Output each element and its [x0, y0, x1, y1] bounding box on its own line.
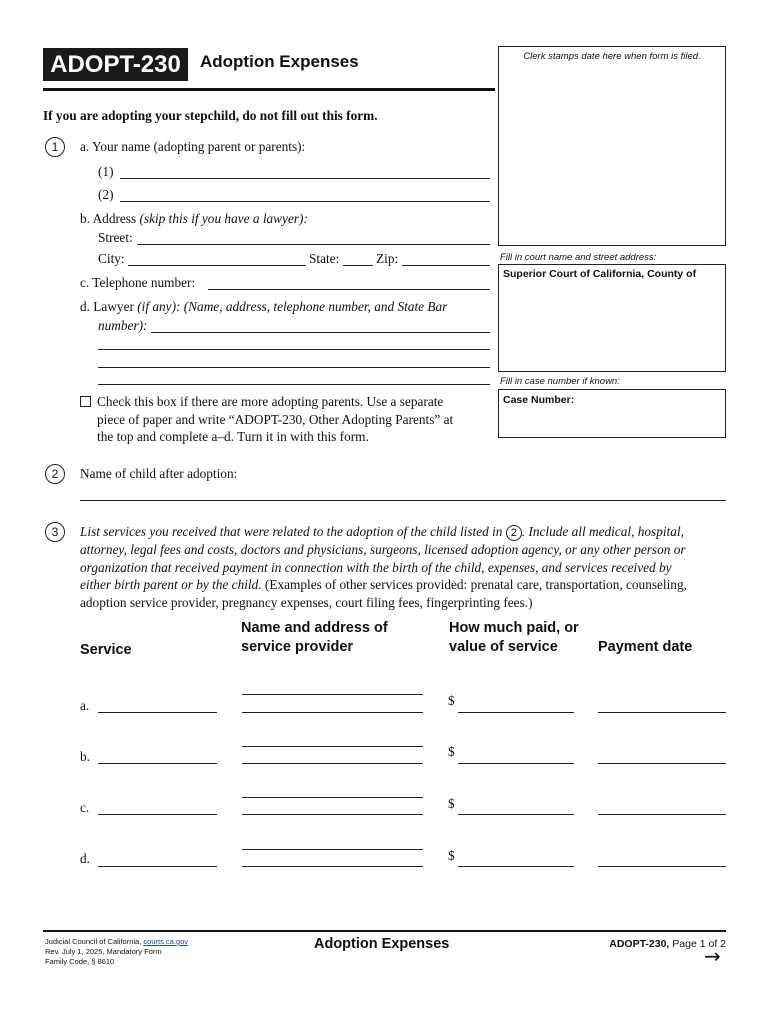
address-label [80, 211, 308, 227]
more-parents-line-1: Check this box if there are more adopting parents. Use a separate [97, 394, 444, 409]
services-line-4-roman: (Examples of other services provided: prenatal care, transportation, counseling, [261, 577, 687, 592]
form-title: Adoption Expenses [200, 52, 359, 71]
court-name-box[interactable] [498, 264, 726, 372]
row-c-label: c. [80, 800, 90, 815]
section-2-reference: 2 [506, 525, 522, 541]
row-a-service-field[interactable] [98, 712, 217, 713]
next-page-arrow-icon[interactable]: → [704, 944, 721, 968]
clerk-stamp-box[interactable] [498, 46, 726, 246]
zip-label: Zip: [376, 251, 399, 266]
street-field[interactable] [137, 244, 490, 245]
courts-link[interactable]: courts.ca.gov [143, 937, 188, 946]
child-name-field[interactable] [80, 500, 726, 501]
lawyer-note: (if any): (Name, address, telephone number, and State Bar [137, 299, 448, 314]
col-header-paid-2: value of service [449, 639, 558, 655]
row-d-provider-field-2[interactable] [242, 866, 423, 867]
case-number-label: Case Number: [503, 394, 575, 406]
col-header-paid [449, 619, 579, 657]
services-line-1b: . Include all medical, hospital, [521, 524, 684, 539]
telephone-field[interactable] [208, 289, 490, 290]
col-header-provider [241, 619, 388, 657]
lawyer-field-3[interactable] [98, 367, 490, 368]
col-header-service: Service [80, 642, 132, 658]
city-label: City: [98, 251, 125, 266]
row-b-amount-field[interactable] [458, 763, 574, 764]
state-field[interactable] [343, 265, 373, 266]
footer-council-line [45, 937, 188, 947]
footer-revision: Rev. July 1, 2025, Mandatory Form [45, 947, 162, 956]
city-field[interactable] [128, 265, 306, 266]
telephone-label: c. Telephone number: [80, 275, 196, 290]
col-header-date: Payment date [598, 639, 693, 655]
footer-code: Family Code, § 8610 [45, 957, 115, 966]
row-c-provider-field-2[interactable] [242, 814, 423, 815]
footer-title: Adoption Expenses [314, 936, 450, 952]
row-b-provider-field-1[interactable] [242, 746, 423, 747]
row-c-provider-field-1[interactable] [242, 797, 423, 798]
row-c-amount-field[interactable] [458, 814, 574, 815]
col-header-provider-2: service provider [241, 639, 354, 655]
row-c-currency: $ [448, 796, 455, 811]
footer-form-id: ADOPT-230, [609, 938, 670, 950]
row-a-label: a. [80, 698, 90, 713]
form-id-badge: ADOPT-230 [43, 48, 188, 81]
services-line-4 [80, 576, 730, 594]
row-a-provider-field-1[interactable] [242, 694, 423, 695]
lawyer-field-4[interactable] [98, 384, 490, 385]
row-d-date-field[interactable] [598, 866, 726, 867]
row-b-label: b. [80, 749, 90, 764]
services-line-1 [80, 523, 730, 541]
address-label-text: b. Address [80, 211, 137, 226]
section-2-number: 2 [45, 464, 65, 484]
services-line-3: organization that received payment in connection with the birth of the child, expenses, and services received by [80, 559, 672, 575]
col-header-paid-1: How much paid, or [449, 620, 579, 636]
section-1-number: 1 [45, 137, 65, 157]
intro-instruction: If you are adopting your stepchild, do not fill out this form. [43, 108, 378, 123]
footer-page-number: Page 1 of 2 [672, 938, 726, 950]
name-2-label: (2) [98, 187, 114, 202]
lawyer-label-text: d. Lawyer [80, 299, 134, 314]
services-line-2: attorney, legal fees and costs, doctors and physicians, surgeons, licensed adoption agency, or any other person or [80, 542, 686, 557]
name-1-label: (1) [98, 164, 114, 179]
street-label: Street: [98, 230, 133, 245]
header-rule [43, 88, 495, 91]
row-b-currency: $ [448, 744, 455, 759]
lawyer-label [80, 299, 447, 315]
case-fill-label: Fill in case number if known: [500, 376, 620, 387]
row-d-label: d. [80, 851, 90, 866]
more-parents-line-3: the top and complete a–d. Turn it in with this form. [97, 429, 369, 444]
more-parents-instructions [97, 393, 492, 446]
row-b-date-field[interactable] [598, 763, 726, 764]
services-line-1a: List services you received that were related to the adoption of the child listed in [80, 524, 503, 539]
state-label: State: [309, 251, 340, 266]
row-d-amount-field[interactable] [458, 866, 574, 867]
case-number-box[interactable] [498, 389, 726, 438]
court-fill-label: Fill in court name and street address: [500, 252, 657, 263]
clerk-stamp-note: Clerk stamps date here when form is filed. [523, 51, 701, 62]
row-b-service-field[interactable] [98, 763, 217, 764]
row-a-amount-field[interactable] [458, 712, 574, 713]
lawyer-field-2[interactable] [98, 349, 490, 350]
row-a-date-field[interactable] [598, 712, 726, 713]
footer-source [45, 937, 188, 967]
row-a-currency: $ [448, 693, 455, 708]
services-instructions [80, 523, 730, 611]
more-parents-line-2: piece of paper and write “ADOPT-230, Other Adopting Parents” at [97, 411, 454, 427]
name-label: a. Your name (adopting parent or parents): [80, 139, 306, 154]
row-b-provider-field-2[interactable] [242, 763, 423, 764]
row-d-provider-field-1[interactable] [242, 849, 423, 850]
row-c-service-field[interactable] [98, 814, 217, 815]
services-line-5: adoption service provider, pregnancy expenses, court filing fees, fingerprinting fees.) [80, 594, 533, 610]
section-3-number: 3 [45, 522, 65, 542]
footer-rule [43, 930, 726, 932]
footer-council: Judicial Council of California, [45, 937, 142, 946]
row-d-service-field[interactable] [98, 866, 217, 867]
row-a-provider-field-2[interactable] [242, 712, 423, 713]
row-c-date-field[interactable] [598, 814, 726, 815]
lawyer-note-2: number): [98, 318, 148, 333]
child-name-label: Name of child after adoption: [80, 466, 238, 481]
address-note: (skip this if you have a lawyer): [139, 211, 308, 226]
court-name: Superior Court of California, County of [503, 268, 697, 280]
lawyer-field-1[interactable] [151, 332, 490, 333]
more-parents-checkbox[interactable] [80, 396, 91, 407]
services-line-4-italic: either birth parent or by the child. [80, 577, 262, 592]
row-d-currency: $ [448, 848, 455, 863]
name-2-field[interactable] [120, 201, 490, 202]
col-header-provider-1: Name and address of [241, 620, 388, 636]
zip-field[interactable] [402, 265, 490, 266]
name-1-field[interactable] [120, 178, 490, 179]
